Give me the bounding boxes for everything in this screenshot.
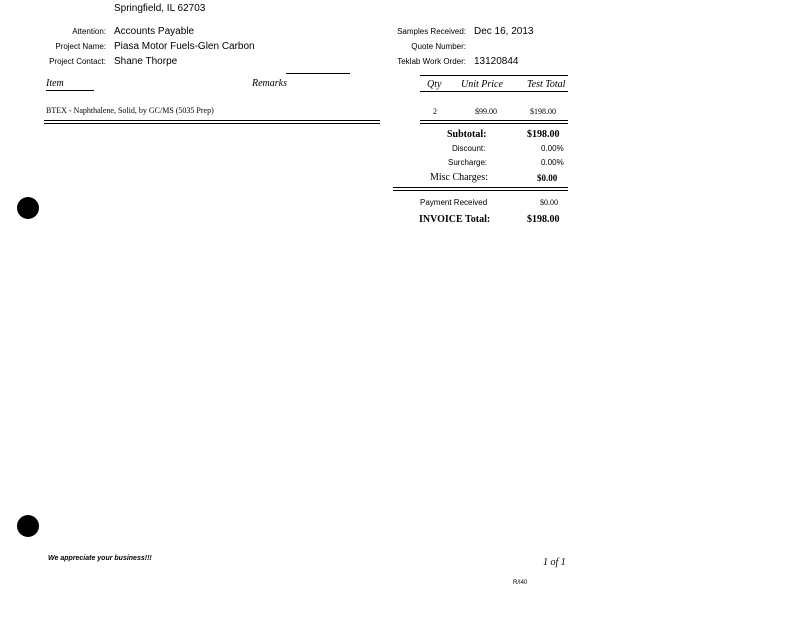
totals-rule-2 <box>393 190 568 191</box>
attention-label: Attention: <box>72 27 106 36</box>
col-header-test-total: Test Total <box>527 79 566 90</box>
project-name-value: Piasa Motor Fuels-Glen Carbon <box>114 41 255 52</box>
work-order-label: Teklab Work Order: <box>397 57 466 66</box>
row-unit-price: $99.00 <box>475 107 497 116</box>
attention-value: Accounts Payable <box>114 26 195 37</box>
subtotal-label: Subtotal: <box>447 129 487 140</box>
samples-received-label: Samples Received: <box>397 27 466 36</box>
row-rule-left-1 <box>44 120 380 121</box>
surcharge-label: Surcharge: <box>448 158 488 167</box>
col-header-remarks: Remarks <box>252 78 287 89</box>
col-header-unit-price: Unit Price <box>461 79 503 90</box>
discount-value: 0.00% <box>541 144 564 153</box>
project-contact-value: Shane Thorpe <box>114 56 178 67</box>
totals-rule-1 <box>393 187 568 188</box>
misc-charges-value: $0.00 <box>537 173 558 183</box>
row-item: BTEX - Naphthalene, Solid, by GC/MS (5035 Prep) <box>46 106 214 115</box>
payment-received-value: $0.00 <box>540 198 558 207</box>
subtotal-value: $198.00 <box>527 129 560 140</box>
invoice-total-label: INVOICE Total: <box>419 214 491 225</box>
city-line: Springfield, IL 62703 <box>114 3 206 14</box>
project-contact-label: Project Contact: <box>49 57 106 66</box>
page-number: 1 of 1 <box>543 557 566 568</box>
row-rule-right-1 <box>420 120 568 121</box>
col-header-qty: Qty <box>427 79 442 90</box>
thanks-message: We appreciate your business!!! <box>48 555 152 562</box>
punch-hole-top <box>17 197 39 219</box>
table-top-rule <box>286 73 350 74</box>
samples-received-value: Dec 16, 2013 <box>474 26 534 37</box>
discount-label: Discount: <box>452 144 486 153</box>
surcharge-value: 0.00% <box>541 158 564 167</box>
invoice-total-value: $198.00 <box>527 214 560 225</box>
row-rule-left-2 <box>44 123 380 124</box>
misc-charges-label: Misc Charges: <box>430 172 488 183</box>
row-test-total: $198.00 <box>530 107 556 116</box>
document-code: R/I40 <box>513 580 528 586</box>
quote-number-label: Quote Number: <box>411 42 466 51</box>
work-order-value: 13120844 <box>474 56 519 67</box>
project-name-label: Project Name: <box>55 42 106 51</box>
punch-hole-bottom <box>17 515 39 537</box>
table-top-rule-right <box>420 75 568 76</box>
payment-received-label: Payment Received <box>420 198 488 207</box>
row-qty: 2 <box>433 107 437 116</box>
col-header-item: Item <box>46 78 64 89</box>
header-underline-item <box>46 90 94 91</box>
row-rule-right-2 <box>420 123 568 124</box>
header-underline-right <box>420 91 568 92</box>
